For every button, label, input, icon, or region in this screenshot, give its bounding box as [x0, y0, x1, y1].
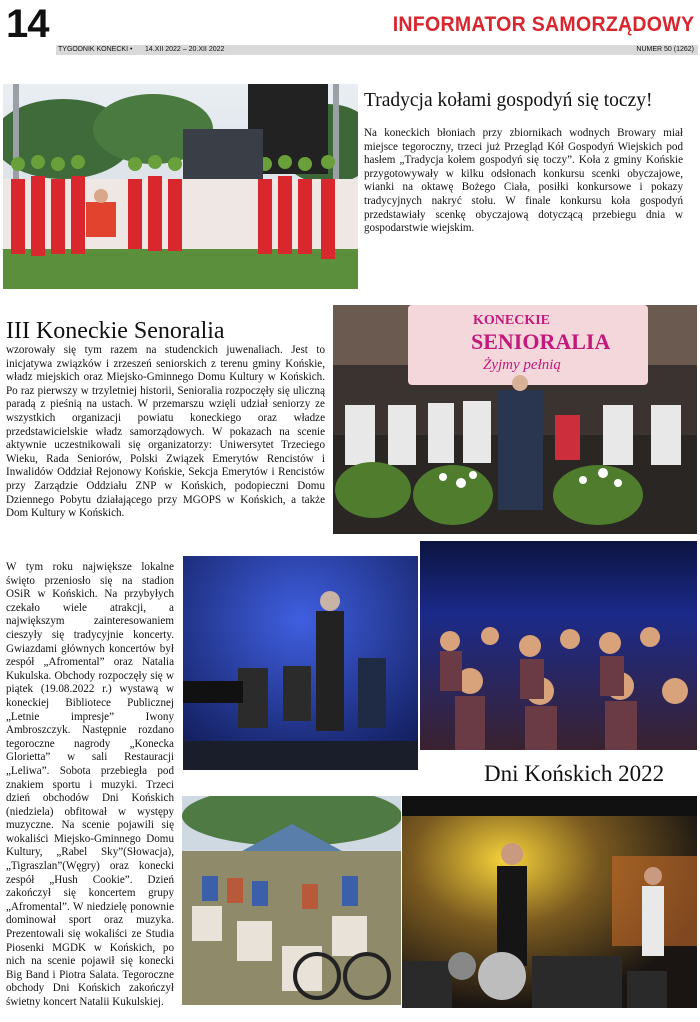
article-title-kgw: Tradycja kołami gospodyń się toczy! [364, 90, 653, 111]
photo-stage-singer [402, 796, 697, 1008]
photo-senioralia-stage [333, 305, 697, 534]
photo-concert-crowd [420, 541, 697, 750]
article-body-kgw: Na koneckich błoniach przy zbiornikach wodnych Browary miał miejsce tegoroczny, trzeci już Przegląd Kół Gospodyń Wiejskich pod hasłem „Tradycja kołem gospodyń się toczy”. Koła z gminy Końskie przygotowywały w kilku odsłonach konkursu scenki obyczajowe, wianki na oktawę Bożego Ciała, posiłki konkursowe i pokazy tradycyjnych nakryć stołu. W finale konkursu koła gospodyń przedstawiały scenkę obyczajową dotyczącą przebiegu dnia w gospodarstwie wiejskim. [364, 127, 683, 235]
article-title-dni-konskich: Dni Końskich 2022 [484, 761, 665, 786]
issue-number: NUMER 50 (1262) [636, 46, 694, 53]
article-body-senioralia: wzorowały się tym razem na studenckich juwenaliach. Jest to inicjatywa związków i zrzeszeń seniorskich z terenu gminy Końskie, władz miejskich oraz Miejsko-Gminnego Domu Kultury w Końskich. Po raz pierwszy w trzyletniej historii, Senioralia rozpoczęły się uliczną paradą z pieśnią na ustach. W przemarszu wzięli udział seniorzy ze wszystkich organizacji powiatu koneckiego oraz władze przedstawicielskie władz samorządowych. W pokazach na scenie aktywnie uczestnikowali się organizatorzy: Uniwersytet Trzeciego Wieku, Rada Seniorów, Polski Związek Emerytów Rencistów i Inwalidów Oddział Rejonowy Końskie, Sekcja Emerytów i Rencistów przy Zarządzie Oddziału ZNP w Końskich, podopieczni Domu Dziennego Pobytu działającego przy MGOPS w Końskich, a także Dom Kultury w Końskich. [6, 344, 325, 520]
banner-line-3: Żyjmy pełnią [483, 357, 561, 373]
article-title-senioralia: III Koneckie Senoralia [6, 318, 225, 344]
page-number: 14 [6, 2, 49, 46]
publication-title: INFORMATOR SAMORZĄDOWY [392, 13, 694, 36]
weekly-name: TYGODNIK KONECKI • [58, 46, 133, 53]
issue-dates: 14.XII 2022 – 20.XII 2022 [145, 46, 225, 53]
article-body-dni-konskich: W tym roku największe lokalne święto przeniosło się na stadion OSiR w Końskich. Na przybyłych czekało wiele atrakcji, a największym zainteresowaniem cieszyły się tradycyjnie koncerty. Gwiazdami głównych koncertów był zespół „Afromental” oraz Natalia Kukulska. Obchody rozpoczęły się w piątek (19.08.2022 r.) wystawą w koneckiej Bibliotece Publicznej „Letnie impresje” Iwony Ambroszczyk. Następnie rozdano tegoroczne nagrody „Konecka Glorietta” w sali Restauracji „Leliwa”. Sobota przebiegła pod znakiem sportu i muzyki. Trzeci dzień obchodów Dni Końskich (niedziela) obfitował w występy muzyczne. Na scenie pojawili się wokaliści Miejsko-Gminnego Domu Kultury, „Rabel Sky”(Słowacja), „Tigraszlan”(Węgry) oraz konecki zespół „Hush Cookie”. Dzień zakończył się koncertem grupy „Afromental”. W niedzielę ponownie dominował sport oraz muzyka. Prezentowali się wokaliści ze Studia Piosenki MGDK w Końskich, po nich na scenie pojawił się konecki Big Band i Piotra Salata. Tegoroczne obchody Dni Końskich zakończył świetny koncert Natalii Kukulskiej. [6, 561, 174, 1008]
banner-line-1: KONECKIE [473, 313, 551, 328]
photo-festival-audience [182, 796, 401, 1005]
photo-concert-band [183, 556, 418, 770]
photo-kgw-group [3, 84, 358, 289]
banner-line-2: SENIORALIA [471, 329, 611, 354]
